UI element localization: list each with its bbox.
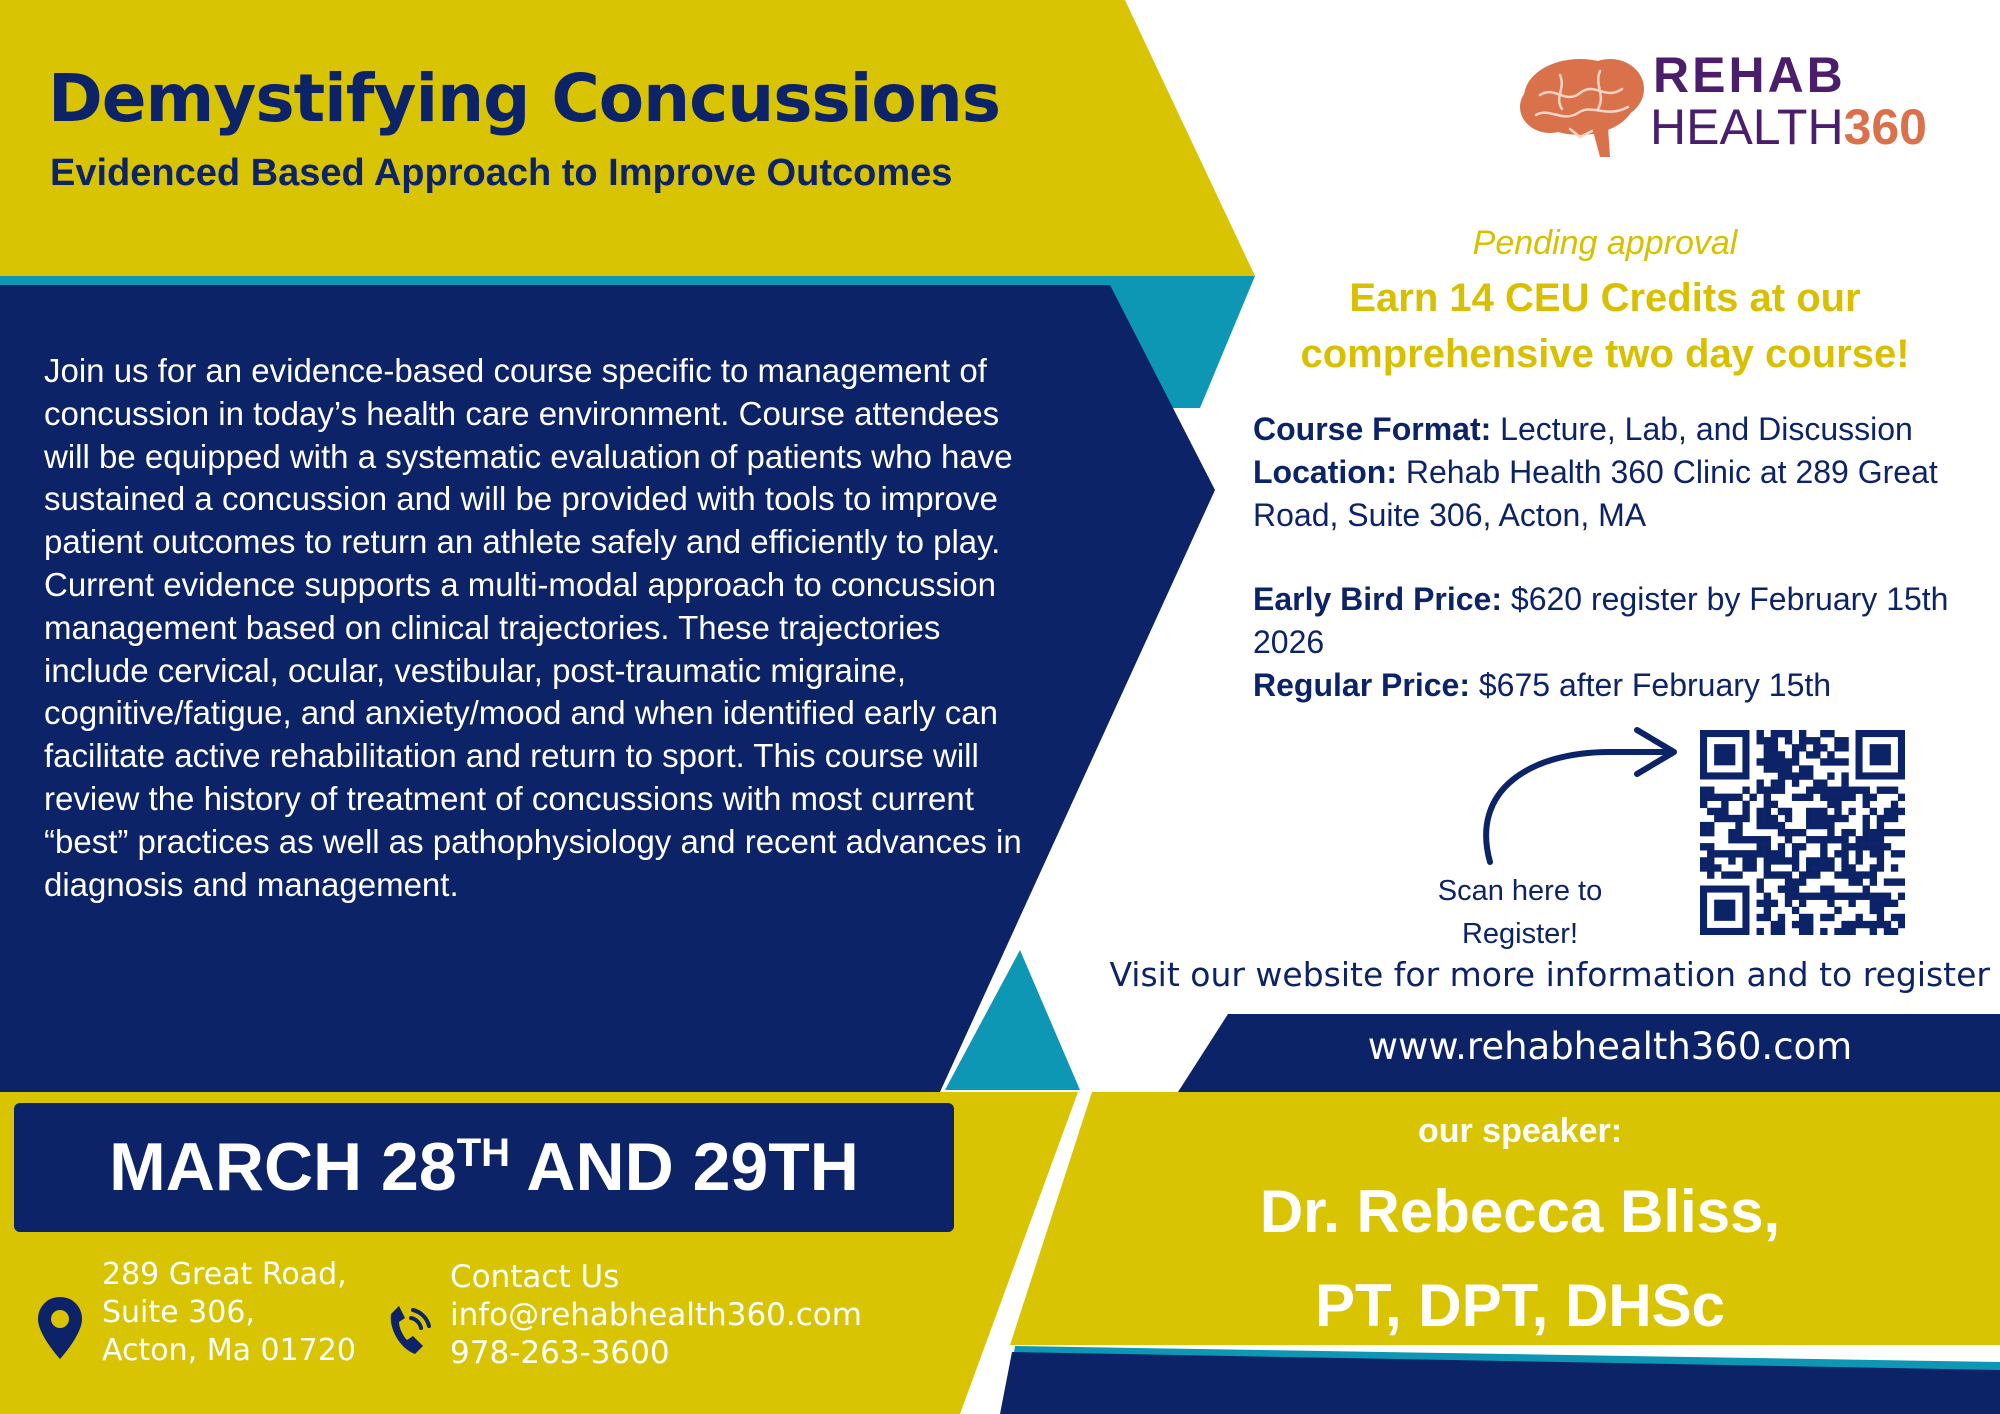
early-bird-value: $620 register by February 15th 2026 [1253, 581, 1949, 660]
event-date-part2: AND 29TH [510, 1129, 859, 1205]
address-line2: Suite 306, [102, 1295, 255, 1330]
location-pin-icon [36, 1295, 84, 1361]
logo-number: 360 [1843, 99, 1927, 155]
website-link[interactable]: www.rehabhealth360.com [1367, 1025, 1853, 1068]
contact-block [450, 1258, 862, 1372]
format-location-block [1253, 408, 1973, 537]
speaker-name-line1: Dr. Rebecca Bliss, [1259, 1178, 1781, 1245]
address [102, 1256, 356, 1370]
pricing-block [1253, 578, 1973, 707]
ceu-headline-line2: comprehensive two day course! [1300, 332, 1910, 376]
header-banner [0, 0, 1255, 276]
regular-price [1253, 664, 1973, 707]
address-line1: 289 Great Road, [102, 1257, 347, 1292]
phone-icon [383, 1300, 433, 1360]
location [1253, 451, 1973, 537]
early-bird-price [1253, 578, 1973, 664]
visit-website-text: Visit our website for more information and to register [1109, 955, 1990, 994]
scan-instruction [1405, 870, 1635, 956]
ceu-headline-line1: Earn 14 CEU Credits at our [1349, 276, 1861, 320]
logo-wordmark-top: REHAB [1653, 47, 1846, 103]
location-label: Location: [1253, 454, 1397, 490]
address-line3: Acton, Ma 01720 [102, 1333, 356, 1368]
qr-code[interactable] [1700, 730, 1905, 935]
speaker-label: our speaker: [1417, 1112, 1623, 1150]
course-format [1253, 408, 1973, 451]
contact-phone[interactable]: 978-263-3600 [450, 1335, 670, 1371]
speaker-name [1140, 1165, 1900, 1353]
contact-email[interactable]: info@rehabhealth360.com [450, 1297, 862, 1333]
logo-word-health: HEALTH [1650, 99, 1844, 155]
scan-line1: Scan here to [1437, 875, 1603, 907]
logo-wordmark-bottom [1650, 98, 1927, 156]
pending-approval: Pending approval [1472, 224, 1738, 262]
event-date-suffix: TH [456, 1131, 511, 1175]
event-date-part1: MARCH 28 [109, 1129, 457, 1205]
course-format-label: Course Format: [1253, 411, 1492, 447]
contact-heading: Contact Us [450, 1259, 620, 1295]
scan-line2: Register! [1461, 918, 1579, 950]
regular-price-value: $675 after February 15th [1478, 667, 1832, 703]
speaker-name-line2: PT, DPT, DHSc [1314, 1272, 1726, 1339]
event-date [14, 1103, 954, 1232]
regular-price-label: Regular Price: [1253, 667, 1470, 703]
early-bird-label: Early Bird Price: [1253, 581, 1502, 617]
course-format-value: Lecture, Lab, and Discussion [1500, 411, 1913, 447]
page-subtitle: Evidenced Based Approach to Improve Outcomes [50, 152, 953, 194]
location-value: Rehab Health 360 Clinic at 289 Great Road, Suite 306, Acton, MA [1253, 454, 1938, 533]
course-description: Join us for an evidence-based course specific to management of concussion in today’s health care environment. Course attendees will be equipped with a systematic evaluation of patients who have sustained a concussion and will be provided with tools to improve patient outcomes to return an athlete safely and efficiently to play. Current evidence supports a multi-modal approach to concussion management based on clinical trajectories. These trajectories include cervical, ocular, vestibular, post-traumatic migraine, cognitive/fatigue, and anxiety/mood and when identified early can facilitate active rehabilitation and return to sport. This course will review the history of treatment of concussions with most current “best” practices as well as pathophysiology and recent advances in diagnosis and management. [44, 352, 1022, 903]
page-title: Demystifying Concussions [48, 60, 1001, 137]
ceu-headline [1240, 270, 1970, 382]
